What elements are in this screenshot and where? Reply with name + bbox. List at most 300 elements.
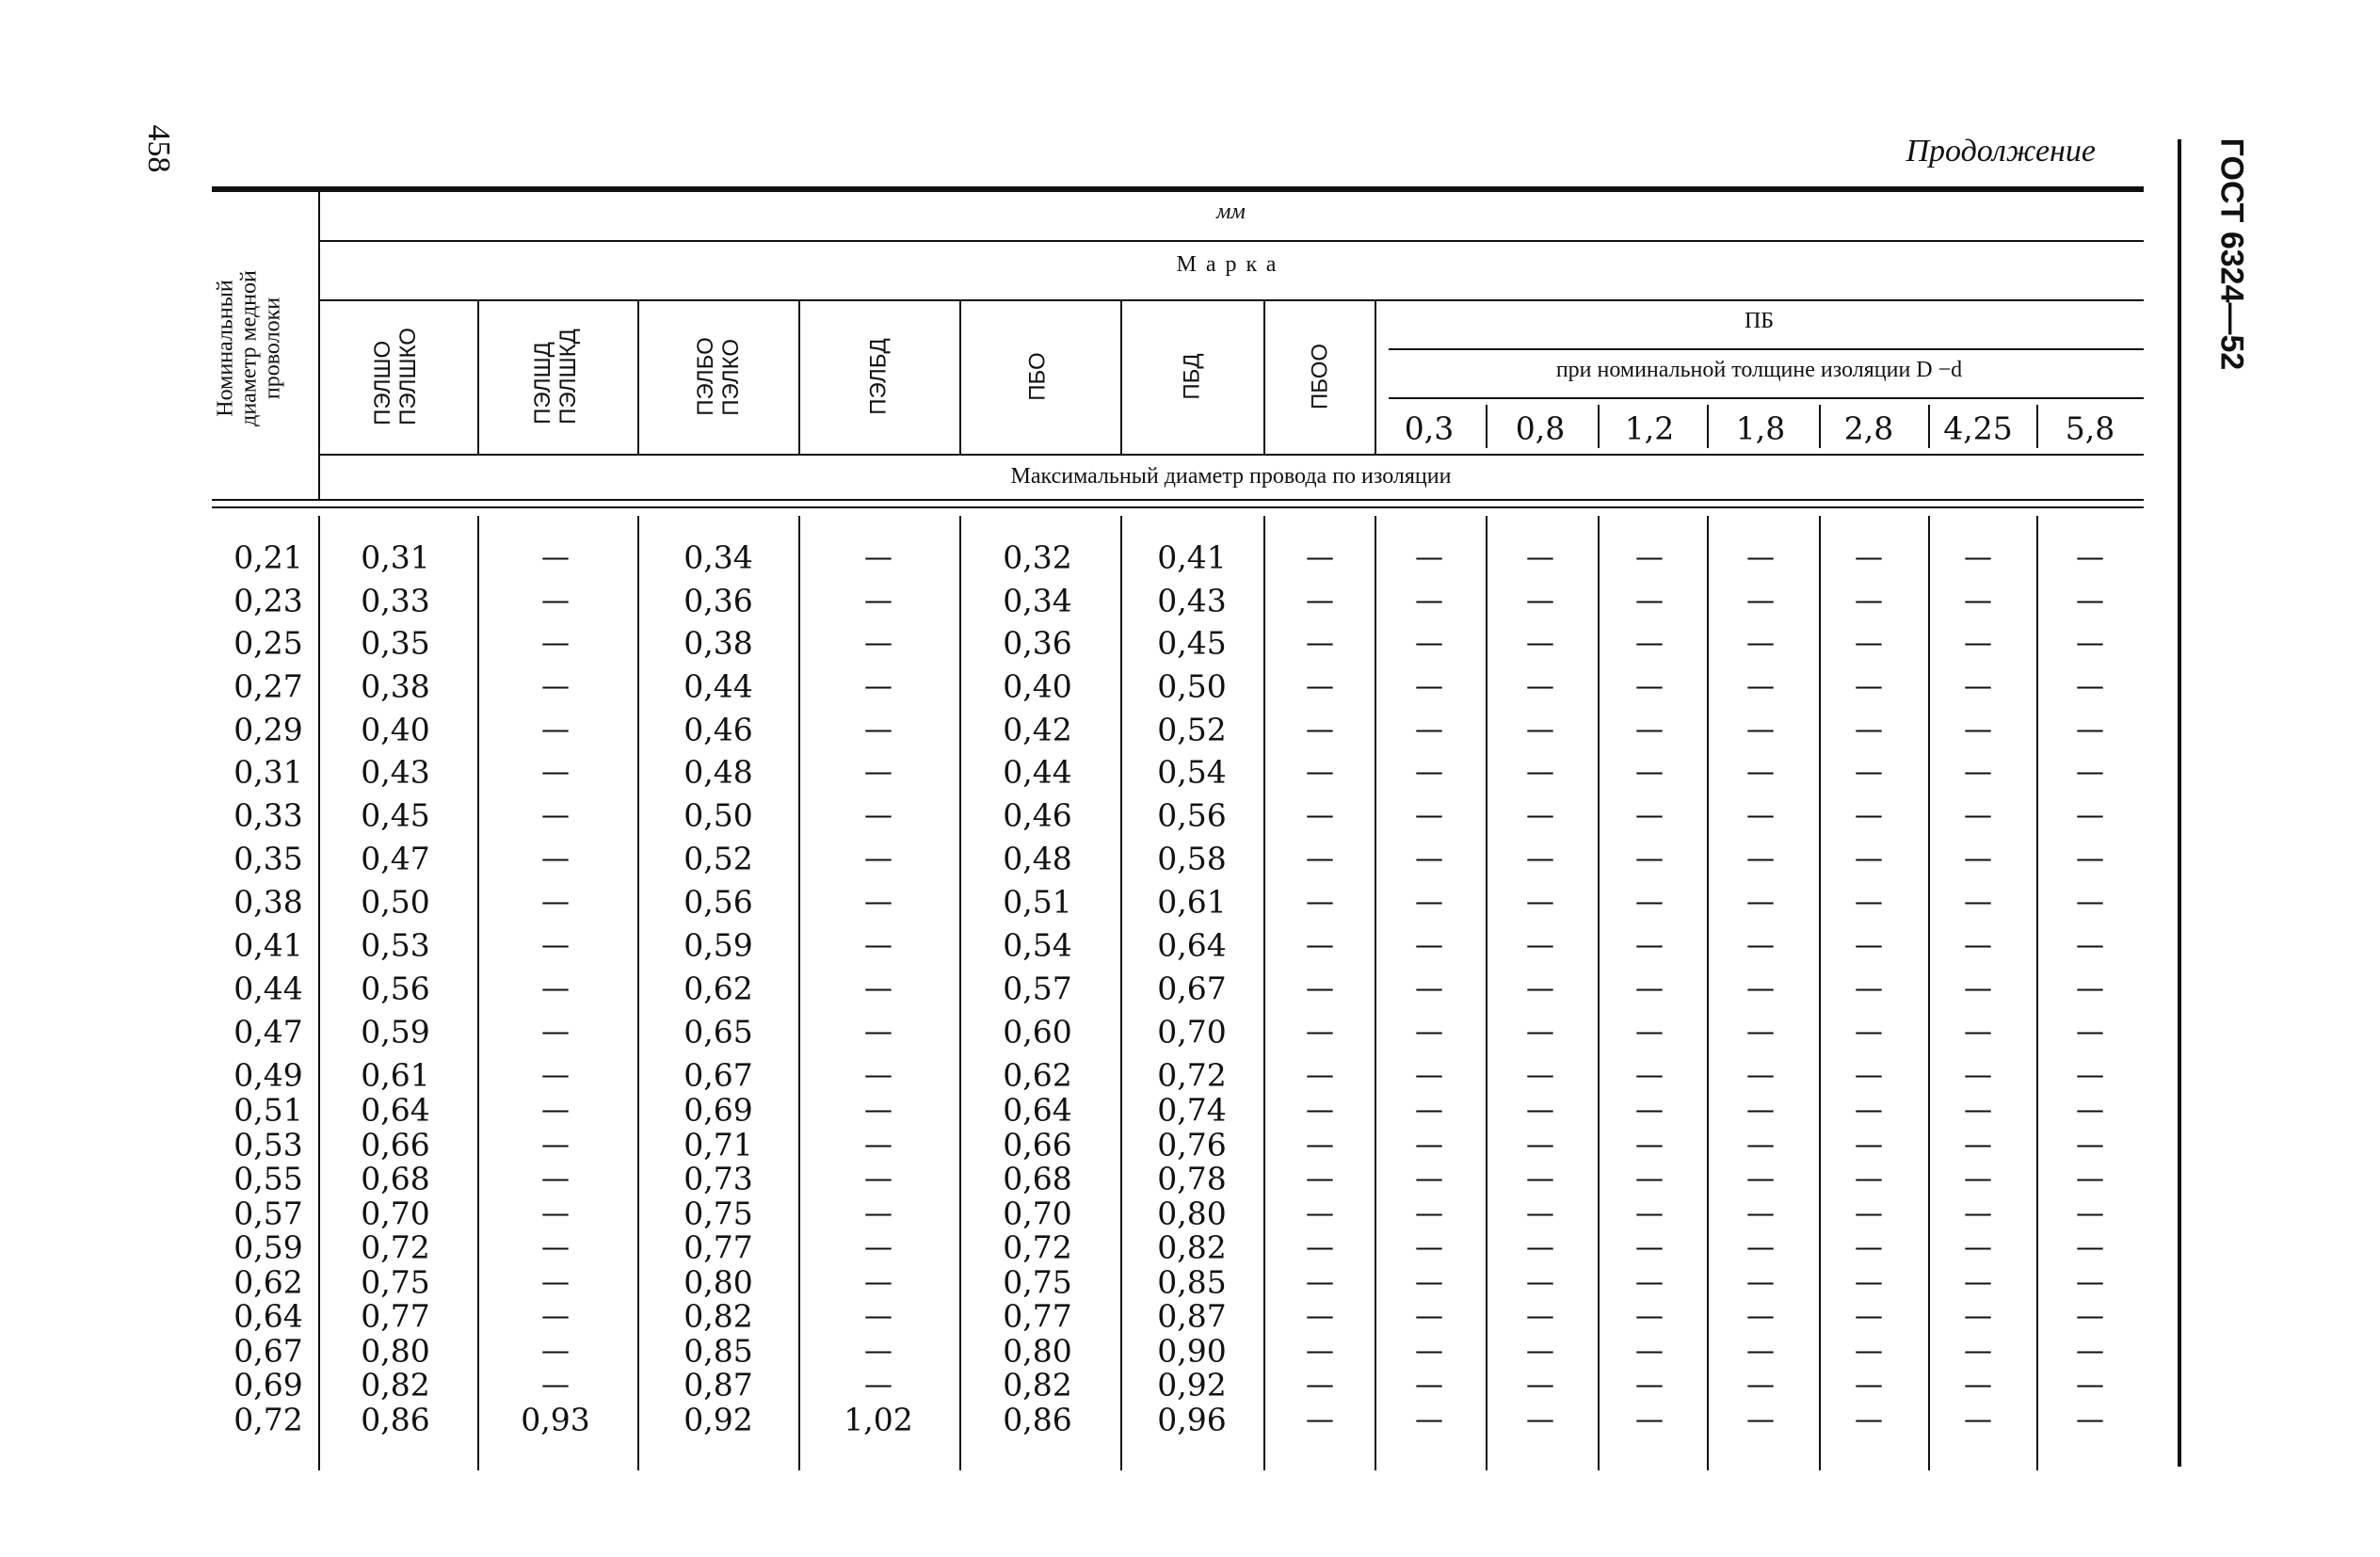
empty-cell: —: [1964, 755, 1992, 789]
empty-cell: —: [1526, 885, 1554, 919]
empty-cell: —: [1964, 1015, 1992, 1049]
empty-cell: —: [2076, 1334, 2104, 1368]
units-rule: [318, 240, 2144, 242]
empty-cell: —: [1415, 540, 1443, 574]
table-cell: 0,36: [1003, 624, 1072, 662]
empty-cell: —: [864, 1299, 892, 1333]
empty-cell: —: [541, 1368, 570, 1402]
table-cell: 0,49: [233, 1056, 303, 1094]
empty-cell: —: [1964, 1230, 1992, 1264]
table-cell: 0,70: [1003, 1195, 1072, 1232]
column-rule: [1707, 405, 1709, 448]
table-cell: 0,68: [1003, 1160, 1072, 1197]
brand-name: ПЭЛШКД: [555, 329, 581, 425]
column-rule: [798, 301, 800, 454]
empty-cell: —: [1855, 1196, 1883, 1230]
empty-cell: —: [1855, 1162, 1883, 1196]
empty-cell: —: [864, 842, 892, 875]
table-cell: 0,53: [233, 1126, 303, 1164]
table-cell: 0,48: [1003, 840, 1072, 877]
empty-cell: —: [1855, 1368, 1883, 1402]
empty-cell: —: [1306, 626, 1334, 660]
table-cell: 0,86: [361, 1401, 430, 1438]
table-cell: 0,80: [1003, 1332, 1072, 1370]
table-cell: 0,90: [1157, 1332, 1227, 1370]
table-cell: 0,40: [1003, 667, 1072, 705]
column-rule: [637, 516, 639, 1470]
brand-name: ПБОО: [1307, 343, 1333, 410]
table-cell: 0,82: [361, 1366, 430, 1404]
table-cell: 0,44: [233, 970, 303, 1007]
empty-cell: —: [1526, 584, 1554, 618]
empty-cell: —: [541, 1299, 570, 1333]
table-cell: 0,57: [233, 1195, 303, 1232]
column-rule: [318, 192, 320, 499]
table-cell: 0,31: [361, 538, 430, 576]
column-rule: [1819, 405, 1821, 448]
empty-cell: —: [864, 971, 892, 1005]
table-cell: 0,50: [683, 796, 753, 834]
table-cell: 0,96: [1157, 1401, 1227, 1438]
table-cell: 0,72: [233, 1401, 303, 1438]
column-rule: [1263, 301, 1265, 454]
empty-cell: —: [1415, 1368, 1443, 1402]
empty-cell: —: [1306, 713, 1334, 746]
column-rule: [1375, 516, 1376, 1470]
empty-cell: —: [1635, 1093, 1664, 1127]
table-cell: 0,36: [683, 582, 753, 619]
empty-cell: —: [1306, 755, 1334, 789]
table-cell: 0,72: [361, 1228, 430, 1266]
empty-cell: —: [864, 1015, 892, 1049]
empty-cell: —: [1635, 798, 1664, 832]
pb-header: ПБ: [1744, 309, 1775, 333]
table-cell: 0,72: [1003, 1228, 1072, 1266]
empty-cell: —: [541, 1128, 570, 1162]
table-cell: 0,40: [361, 711, 430, 748]
empty-cell: —: [1746, 971, 1775, 1005]
table-cell: 0,92: [1157, 1366, 1227, 1404]
empty-cell: —: [1964, 1265, 1992, 1299]
empty-cell: —: [1526, 1058, 1554, 1092]
pb-subtitle: при номинальной толщине изоляции D −d: [1555, 358, 1963, 382]
table-cell: 0,78: [1157, 1160, 1227, 1197]
empty-cell: —: [1855, 1015, 1883, 1049]
empty-cell: —: [541, 1015, 570, 1049]
empty-cell: —: [1855, 669, 1883, 703]
stub-header-line: проволоки: [260, 297, 285, 400]
empty-cell: —: [541, 584, 570, 618]
table-cell: 0,73: [683, 1160, 753, 1197]
table-cell: 0,38: [361, 667, 430, 705]
empty-cell: —: [2076, 928, 2104, 962]
table-cell: 0,54: [1003, 926, 1072, 964]
table-cell: 0,58: [1157, 840, 1227, 877]
empty-cell: —: [2076, 971, 2104, 1005]
empty-cell: —: [2076, 713, 2104, 746]
table-cell: 0,93: [521, 1401, 590, 1438]
empty-cell: —: [2076, 1230, 2104, 1264]
empty-cell: —: [864, 1058, 892, 1092]
column-rule: [959, 301, 961, 454]
empty-cell: —: [1526, 540, 1554, 574]
empty-cell: —: [1746, 1403, 1775, 1437]
empty-cell: —: [1746, 1299, 1775, 1333]
empty-cell: —: [1635, 713, 1664, 746]
empty-cell: —: [1964, 1128, 1992, 1162]
column-rule: [637, 301, 639, 454]
table-cell: 0,61: [1157, 883, 1227, 921]
empty-cell: —: [2076, 1015, 2104, 1049]
table-cell: 0,55: [233, 1160, 303, 1197]
empty-cell: —: [1746, 798, 1775, 832]
empty-cell: —: [1415, 713, 1443, 746]
empty-cell: —: [1964, 1162, 1992, 1196]
table-cell: 0,62: [1003, 1056, 1072, 1094]
empty-cell: —: [1415, 669, 1443, 703]
table-cell: 0,66: [1003, 1126, 1072, 1164]
empty-cell: —: [1635, 669, 1664, 703]
empty-cell: —: [1635, 1128, 1664, 1162]
table-cell: 0,38: [683, 624, 753, 662]
empty-cell: —: [541, 1093, 570, 1127]
empty-cell: —: [1746, 842, 1775, 875]
empty-cell: —: [1746, 1334, 1775, 1368]
column-rule: [1819, 516, 1821, 1470]
table-cell: 0,77: [1003, 1297, 1072, 1335]
table-cell: 0,34: [1003, 582, 1072, 619]
header-bottom-rule-1: [212, 499, 2144, 501]
table-cell: 0,85: [1157, 1263, 1227, 1301]
empty-cell: —: [541, 1230, 570, 1264]
empty-cell: —: [1415, 1230, 1443, 1264]
empty-cell: —: [1526, 1368, 1554, 1402]
thickness-header: 0,3: [1404, 409, 1455, 447]
table-cell: 0,87: [683, 1366, 753, 1404]
table-cell: 0,47: [233, 1013, 303, 1051]
table-cell: 0,53: [361, 926, 430, 964]
table-cell: 0,64: [1003, 1091, 1072, 1129]
brand-header: Марка: [1176, 252, 1286, 277]
empty-cell: —: [2076, 1196, 2104, 1230]
column-rule: [1375, 301, 1376, 454]
table-cell: 0,38: [233, 883, 303, 921]
table-cell: 0,62: [233, 1263, 303, 1301]
empty-cell: —: [1635, 1368, 1664, 1402]
empty-cell: —: [541, 669, 570, 703]
table-cell: 0,44: [1003, 753, 1072, 791]
empty-cell: —: [1306, 971, 1334, 1005]
brand-rule: [318, 299, 2144, 301]
empty-cell: —: [1526, 1015, 1554, 1049]
empty-cell: —: [1306, 842, 1334, 875]
empty-cell: —: [1526, 1196, 1554, 1230]
empty-cell: —: [864, 755, 892, 789]
empty-cell: —: [541, 1334, 570, 1368]
table-cell: 0,75: [683, 1195, 753, 1232]
empty-cell: —: [541, 1265, 570, 1299]
column-rule: [1707, 516, 1709, 1470]
empty-cell: —: [1964, 1299, 1992, 1333]
empty-cell: —: [1635, 1162, 1664, 1196]
empty-cell: —: [1635, 1230, 1664, 1264]
empty-cell: —: [541, 1196, 570, 1230]
thickness-header: 4,25: [1943, 409, 2013, 447]
column-rule: [477, 301, 479, 454]
table-cell: 0,43: [1157, 582, 1227, 619]
side-rule: [2178, 139, 2181, 1467]
brand-header-7: [1308, 344, 1333, 409]
max-diameter-header: Максимальный диаметр провода по изоляции: [1010, 464, 1452, 489]
table-cell: 1,02: [844, 1401, 913, 1438]
column-rule: [1928, 405, 1930, 448]
table-cell: 0,75: [1003, 1263, 1072, 1301]
table-cell: 0,77: [683, 1228, 753, 1266]
empty-cell: —: [1526, 626, 1554, 660]
empty-cell: —: [1306, 1368, 1334, 1402]
table-cell: 0,52: [1157, 711, 1227, 748]
empty-cell: —: [1635, 1334, 1664, 1368]
empty-cell: —: [1855, 626, 1883, 660]
empty-cell: —: [1526, 1128, 1554, 1162]
empty-cell: —: [1306, 1162, 1334, 1196]
thickness-header: 1,2: [1624, 409, 1675, 447]
table-cell: 0,71: [683, 1126, 753, 1164]
empty-cell: —: [1964, 713, 1992, 746]
empty-cell: —: [1526, 1334, 1554, 1368]
empty-cell: —: [864, 1230, 892, 1264]
table-cell: 0,56: [683, 883, 753, 921]
table-cell: 0,67: [233, 1332, 303, 1370]
empty-cell: —: [1635, 928, 1664, 962]
empty-cell: —: [1635, 1196, 1664, 1230]
empty-cell: —: [1746, 626, 1775, 660]
empty-cell: —: [864, 584, 892, 618]
empty-cell: —: [1964, 842, 1992, 875]
table-cell: 0,59: [683, 926, 753, 964]
table-cell: 0,57: [1003, 970, 1072, 1007]
table-cell: 0,80: [361, 1332, 430, 1370]
empty-cell: —: [1746, 584, 1775, 618]
empty-cell: —: [1855, 1230, 1883, 1264]
empty-cell: —: [1306, 798, 1334, 832]
table-cell: 0,59: [361, 1013, 430, 1051]
empty-cell: —: [1964, 1368, 1992, 1402]
header-bottom-rule-2: [212, 506, 2144, 508]
table-cell: 0,72: [1157, 1056, 1227, 1094]
empty-cell: —: [1415, 1334, 1443, 1368]
empty-cell: —: [1855, 885, 1883, 919]
empty-cell: —: [1306, 1265, 1334, 1299]
table-cell: 0,42: [1003, 711, 1072, 748]
empty-cell: —: [2076, 798, 2104, 832]
table-cell: 0,56: [361, 970, 430, 1007]
column-rule: [1486, 405, 1488, 448]
empty-cell: —: [864, 798, 892, 832]
table-cell: 0,77: [361, 1297, 430, 1335]
brand-name: ПБО: [1024, 352, 1051, 401]
empty-cell: —: [541, 928, 570, 962]
empty-cell: —: [864, 669, 892, 703]
table-cell: 0,64: [361, 1091, 430, 1129]
brand-name: ПЭЛБД: [865, 338, 892, 415]
empty-cell: —: [1415, 584, 1443, 618]
table-cell: 0,21: [233, 538, 303, 576]
empty-cell: —: [1415, 1093, 1443, 1127]
empty-cell: —: [1964, 669, 1992, 703]
empty-cell: —: [1746, 928, 1775, 962]
table-cell: 0,35: [233, 840, 303, 877]
empty-cell: —: [1415, 1128, 1443, 1162]
brand-name: ПЭЛШКО: [395, 328, 421, 425]
stub-header-line: Номинальный: [213, 280, 238, 417]
empty-cell: —: [1964, 1058, 1992, 1092]
empty-cell: —: [1306, 1196, 1334, 1230]
empty-cell: —: [541, 1162, 570, 1196]
table-cell: 0,43: [361, 753, 430, 791]
empty-cell: —: [864, 1368, 892, 1402]
table-cell: 0,34: [683, 538, 753, 576]
empty-cell: —: [1964, 928, 1992, 962]
empty-cell: —: [1635, 626, 1664, 660]
document-code: ГОСТ 6324—52: [2213, 137, 2250, 371]
empty-cell: —: [1855, 755, 1883, 789]
empty-cell: —: [541, 842, 570, 875]
table-cell: 0,29: [233, 711, 303, 748]
table-cell: 0,80: [1157, 1195, 1227, 1232]
table-cell: 0,46: [1003, 796, 1072, 834]
empty-cell: —: [1526, 755, 1554, 789]
table-cell: 0,70: [1157, 1013, 1227, 1051]
empty-cell: —: [1855, 1265, 1883, 1299]
brand-name: ПЭЛБО: [693, 337, 718, 416]
table-cell: 0,64: [1157, 926, 1227, 964]
brand-names-rule: [318, 454, 2144, 456]
empty-cell: —: [864, 713, 892, 746]
table-cell: 0,35: [361, 624, 430, 662]
empty-cell: —: [1635, 584, 1664, 618]
column-rule: [1486, 516, 1488, 1470]
empty-cell: —: [2076, 755, 2104, 789]
empty-cell: —: [1306, 669, 1334, 703]
empty-cell: —: [1635, 971, 1664, 1005]
empty-cell: —: [1855, 1058, 1883, 1092]
table-cell: 0,82: [683, 1297, 753, 1335]
empty-cell: —: [1746, 1162, 1775, 1196]
empty-cell: —: [1746, 1093, 1775, 1127]
empty-cell: —: [1635, 1265, 1664, 1299]
table-cell: 0,85: [683, 1332, 753, 1370]
empty-cell: —: [864, 1196, 892, 1230]
table-cell: 0,45: [361, 796, 430, 834]
pb-rule: [1389, 348, 2144, 350]
empty-cell: —: [2076, 1368, 2104, 1402]
empty-cell: —: [1306, 540, 1334, 574]
empty-cell: —: [1526, 1093, 1554, 1127]
column-rule: [1928, 516, 1930, 1470]
empty-cell: —: [1526, 928, 1554, 962]
table-cell: 0,50: [1157, 667, 1227, 705]
column-rule: [1120, 516, 1122, 1470]
empty-cell: —: [1526, 713, 1554, 746]
empty-cell: —: [1415, 1403, 1443, 1437]
empty-cell: —: [1746, 1128, 1775, 1162]
table-cell: 0,62: [683, 970, 753, 1007]
empty-cell: —: [1746, 540, 1775, 574]
empty-cell: —: [1635, 540, 1664, 574]
empty-cell: —: [541, 971, 570, 1005]
table-cell: 0,52: [683, 840, 753, 877]
empty-cell: —: [1746, 1058, 1775, 1092]
empty-cell: —: [2076, 1299, 2104, 1333]
empty-cell: —: [1746, 669, 1775, 703]
table-cell: 0,41: [233, 926, 303, 964]
column-rule: [1598, 405, 1600, 448]
empty-cell: —: [1964, 971, 1992, 1005]
empty-cell: —: [1964, 584, 1992, 618]
table-top-rule: [212, 186, 2144, 192]
empty-cell: —: [1635, 842, 1664, 875]
column-rule: [798, 516, 800, 1470]
empty-cell: —: [2076, 540, 2104, 574]
empty-cell: —: [1746, 885, 1775, 919]
thickness-header: 5,8: [2065, 409, 2115, 447]
empty-cell: —: [864, 1128, 892, 1162]
empty-cell: —: [864, 540, 892, 574]
empty-cell: —: [1746, 1230, 1775, 1264]
empty-cell: —: [1415, 1299, 1443, 1333]
empty-cell: —: [1964, 1334, 1992, 1368]
empty-cell: —: [1415, 1162, 1443, 1196]
empty-cell: —: [1306, 1093, 1334, 1127]
table-cell: 0,80: [683, 1263, 753, 1301]
table-cell: 0,59: [233, 1228, 303, 1266]
empty-cell: —: [1635, 1015, 1664, 1049]
empty-cell: —: [1855, 798, 1883, 832]
empty-cell: —: [1855, 842, 1883, 875]
empty-cell: —: [1746, 755, 1775, 789]
table-cell: 0,60: [1003, 1013, 1072, 1051]
empty-cell: —: [1415, 1196, 1443, 1230]
empty-cell: —: [1306, 1230, 1334, 1264]
table-cell: 0,75: [361, 1263, 430, 1301]
empty-cell: —: [2076, 1058, 2104, 1092]
empty-cell: —: [1746, 1015, 1775, 1049]
table-cell: 0,25: [233, 624, 303, 662]
units-header: мм: [1216, 200, 1246, 224]
empty-cell: —: [1526, 1299, 1554, 1333]
empty-cell: —: [864, 626, 892, 660]
empty-cell: —: [2076, 1403, 2104, 1437]
empty-cell: —: [1415, 755, 1443, 789]
empty-cell: —: [1526, 798, 1554, 832]
empty-cell: —: [1415, 1015, 1443, 1049]
empty-cell: —: [2076, 885, 2104, 919]
brand-header-1: [370, 328, 421, 425]
empty-cell: —: [2076, 1162, 2104, 1196]
table-cell: 0,51: [1003, 883, 1072, 921]
table-cell: 0,86: [1003, 1401, 1072, 1438]
brand-header-3: [693, 337, 744, 416]
empty-cell: —: [1635, 885, 1664, 919]
empty-cell: —: [1855, 928, 1883, 962]
pb-subtitle-rule: [1389, 397, 2144, 399]
empty-cell: —: [1526, 971, 1554, 1005]
empty-cell: —: [1415, 971, 1443, 1005]
table-cell: 0,51: [233, 1091, 303, 1129]
column-rule: [477, 516, 479, 1470]
empty-cell: —: [1964, 885, 1992, 919]
